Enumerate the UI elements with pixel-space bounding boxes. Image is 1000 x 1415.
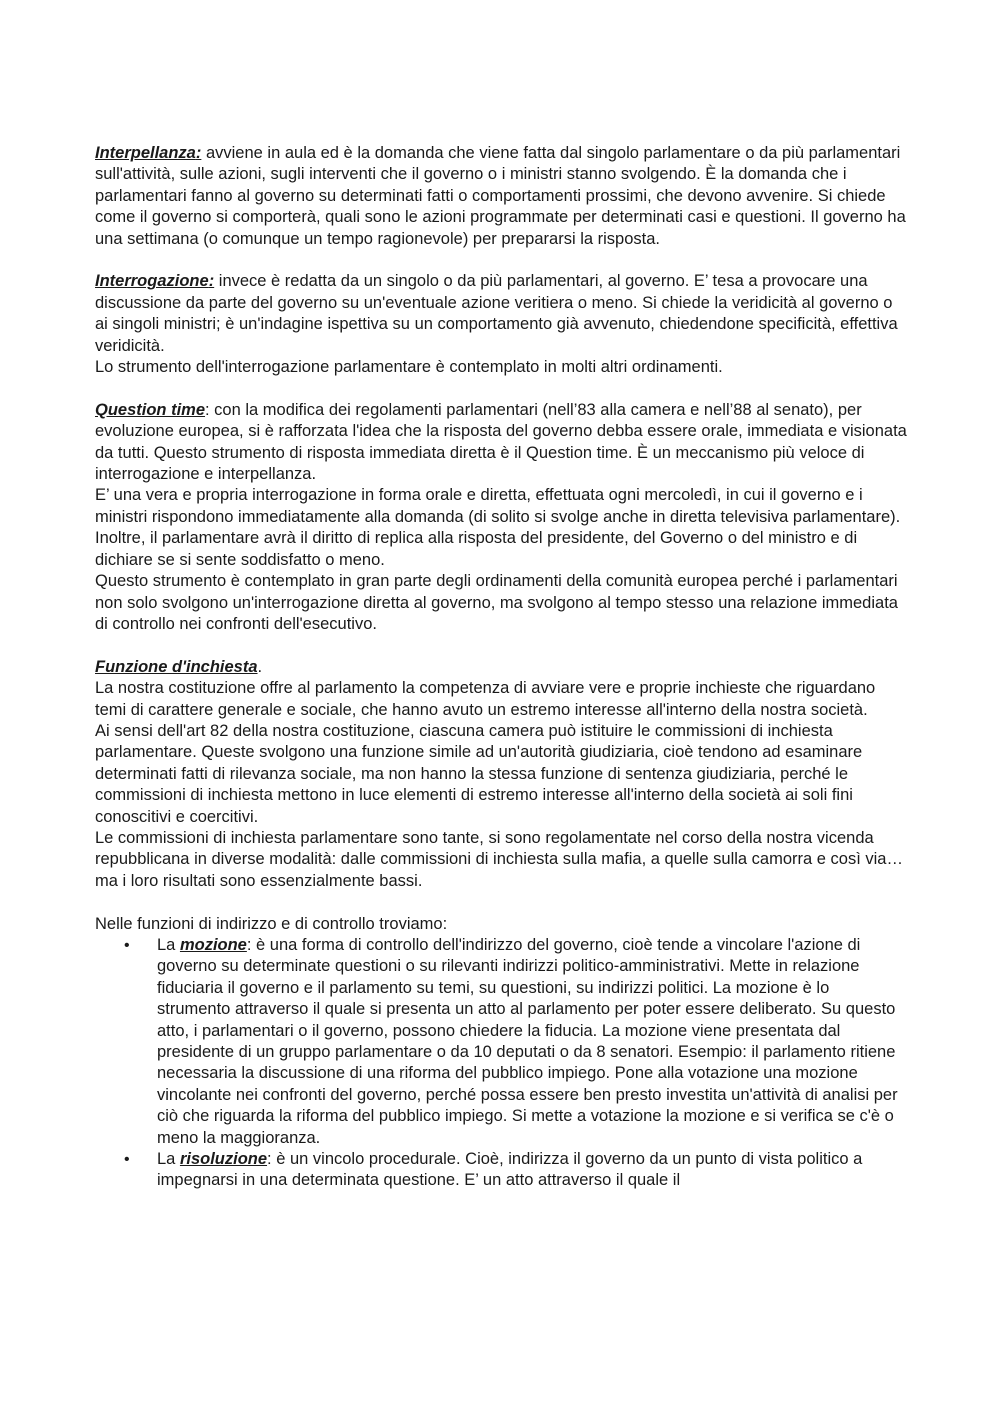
interpellanza-term: Interpellanza [95, 144, 196, 162]
question-time-text-4: Questo strumento è contemplato in gran parte degli ordinamenti della comunità europea perché i parlamentari non solo svolgono un'interrogazione diretta al governo, ma svolgono al tempo stesso una relazione immediata di controllo nei confronti dell'esecutivo. [95, 572, 898, 633]
question-time-text-3: Inoltre, il parlamentare avrà il diritto di replica alla risposta del presidente, del Governo o del ministro e di dichiare se si sente soddisfatto o meno. [95, 529, 858, 569]
inchiesta-paragraph [95, 657, 907, 892]
mozione-text: : è una forma di controllo dell'indirizzo del governo, cioè tende a vincolare l'azione di governo su determinate questioni o su rilevanti indirizzi politico-amministrativi. Mette in relazione fiduciaria il governo e il parlamento su temi, su questioni, su indirizzi politici. La mozione è lo strumento attraverso il quale si presenta un atto al parlamento per poter essere deliberato. Su questo atto, i parlamentari o il governo, possono chiedere la fiducia. La mozione viene presentata dal presidente di un gruppo parlamentare o da 10 deputati o da 8 senatori. Esempio: il parlamento ritiene necessaria la discussione di una riforma del pubblico impiego. Pone alla votazione una mozione vincolante nei confronti del governo, perché possa essere ben presto investita un'attività di analisi per ciò che riguarda la riforma del pubblico impiego. Si mette a votazione la mozione e si verifica se c'è o meno la maggioranza. [157, 935, 898, 1147]
bullet-icon: • [124, 936, 130, 954]
inchiesta-text-4: Le commissioni di inchiesta parlamentare sono tante, si sono regolamentate nel corso della nostra vicenda repubblicana in diverse modalità: dalle commissioni di inchiesta sulla mafia, a quelle sulla camorra e così via… ma i loro risultati sono essenzialmente bassi. [95, 828, 903, 890]
document-page [95, 143, 907, 1213]
mozione-prefix: La [157, 935, 180, 954]
bullet-icon: • [124, 1151, 130, 1169]
question-time-term: Question time [95, 400, 206, 419]
mozione-term: mozione [179, 935, 247, 954]
question-time-text: : con la modifica dei regolamenti parlamentari (nell’83 alla camera e nell’88 al senato), per evoluzione europea, si è rafforzata l'idea che la risposta del governo debba essere orale, immediata e visionata da tutti. Questo strumento di risposta immediata diretta è il Question time. È un meccanismo più veloce di interrogazione e interpellanza. [95, 400, 907, 484]
indirizzo-section [95, 914, 907, 1192]
question-time-text-2: E’ una vera e propria interrogazione in forma orale e diretta, effettuata ogni mercoledì, in cui il governo e i ministri rispondono immediatamente alla domanda (di solito si svolge anche in diretta televisiva parlamentare). [95, 486, 901, 526]
interrogazione-text-2: Lo strumento dell'interrogazione parlamentare è contemplato in molti altri ordinamenti. [95, 358, 723, 377]
interrogazione-colon: : [208, 272, 215, 291]
interrogazione-term: Interrogazione [95, 272, 209, 291]
inchiesta-text-2: La nostra costituzione offre al parlamento la competenza di avviare vere e proprie inchieste che riguardano temi di carattere generale e sociale, che hanno avuto un estremo interesse all'interno della nostra società. [95, 679, 876, 719]
question-time-paragraph [95, 400, 907, 635]
risoluzione-text: : è un vincolo procedurale. Cioè, indirizza il governo da un punto di vista politico a impegnarsi in una determinata questione. E’ un atto attraverso il quale il [157, 1150, 863, 1190]
indirizzo-list [95, 935, 907, 1192]
indirizzo-intro: Nelle funzioni di indirizzo e di controllo troviamo: [95, 914, 448, 933]
risoluzione-prefix: La [157, 1150, 180, 1169]
inchiesta-text-3: Ai sensi dell'art 82 della nostra costituzione, ciascuna camera può istituire le commissioni di inchiesta parlamentare. Queste svolgono una funzione simile ad un'autorità giudiziaria, cioè tendono ad esaminare determinati fatti di rilevanza sociale, ma non hanno la stessa funzione di sentenza giudiziaria, perché le commissioni di inchiesta mettono in luce elementi di estremo interesse all'interno della società ai soli fini conoscitivi e coercitivi. [95, 721, 863, 826]
interrogazione-paragraph [95, 271, 907, 378]
inchiesta-period: . [257, 657, 263, 676]
interpellanza-text: avviene in aula ed è la domanda che viene fatta dal singolo parlamentare o da più parlamentari sull'attività, sulle azioni, sugli interventi che il governo o i ministri stanno svolgendo. È la domanda che i parlamentari fanno al governo su determinati fatti o comportamenti prossimi, che devono avvenire. Si chiede come il governo si comporterà, quali sono le azioni programmate per determinati casi e questioni. Il governo ha una settimana (o comunque un tempo ragionevole) per prepararsi la risposta. [95, 144, 906, 248]
risoluzione-term: risoluzione [179, 1150, 268, 1169]
list-item-risoluzione [95, 1149, 907, 1192]
list-item-mozione [95, 935, 907, 1149]
interpellanza-colon: : [195, 144, 202, 162]
interrogazione-text: invece è redatta da un singolo o da più parlamentari, al governo. E’ tesa a provocare una discussione da parte del governo su un'eventuale azione veritiera o meno. Si chiede la veridicità al governo o ai singoli ministri; è un'indagine ispettiva su un comportamento già avvenuto, chiedendone specificità, effettiva veridicità. [95, 272, 898, 355]
interpellanza-paragraph [95, 143, 907, 250]
inchiesta-term: Funzione d'inchiesta [95, 657, 258, 676]
